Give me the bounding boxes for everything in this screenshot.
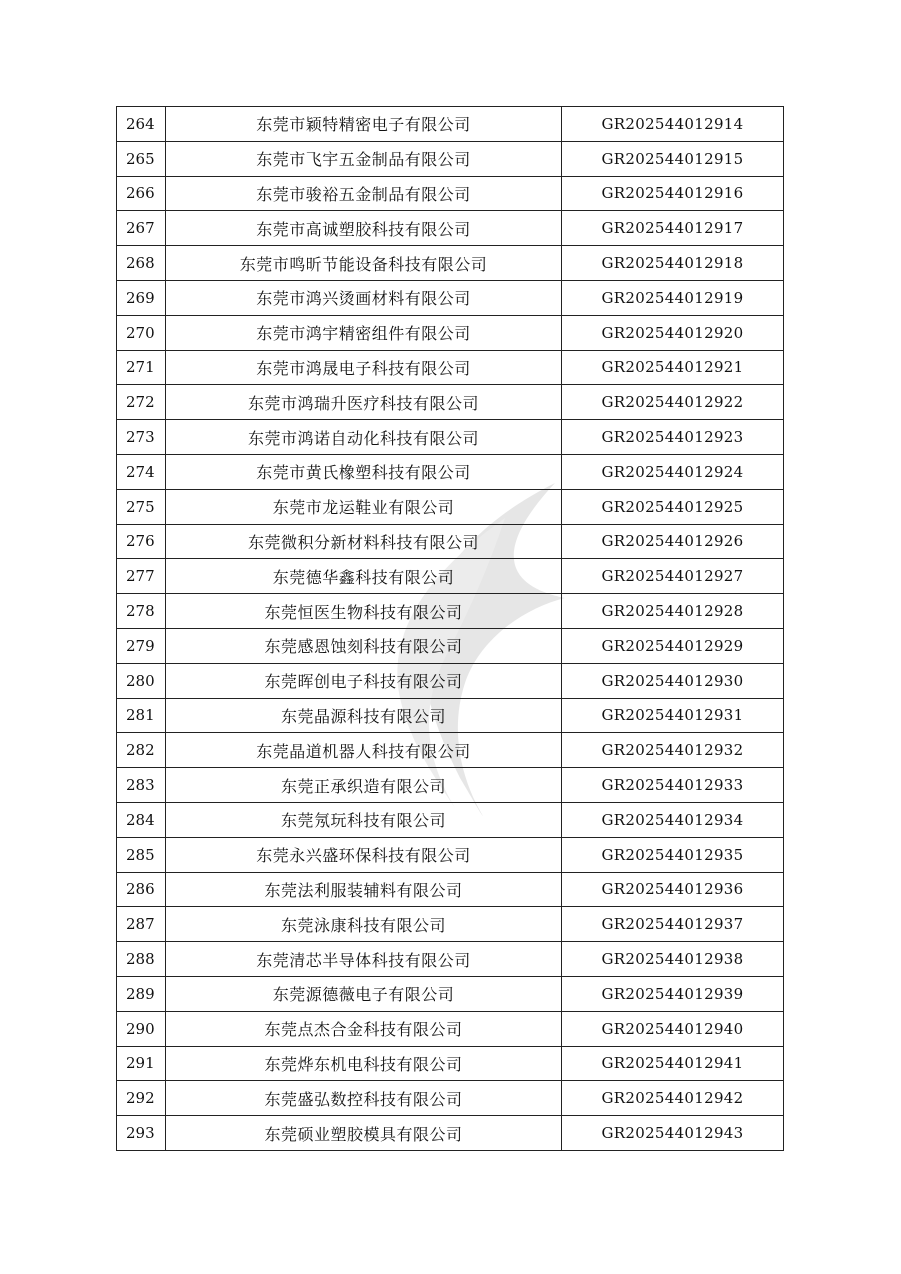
certificate-number-cell: GR202544012916 [562,176,784,211]
company-name-cell: 东莞氖玩科技有限公司 [166,802,562,837]
row-number-cell: 284 [117,802,166,837]
table-body [117,107,784,1151]
company-name-cell: 东莞市黄氏橡塑科技有限公司 [166,454,562,489]
table-row [117,872,784,907]
row-number-cell: 288 [117,942,166,977]
certificate-number-cell: GR202544012937 [562,907,784,942]
table-row [117,942,784,977]
table-row [117,733,784,768]
company-name-cell: 东莞盛弘数控科技有限公司 [166,1081,562,1116]
row-number-cell: 286 [117,872,166,907]
certificate-number-cell: GR202544012929 [562,628,784,663]
company-name-cell: 东莞烨东机电科技有限公司 [166,1046,562,1081]
company-name-cell: 东莞市骏裕五金制品有限公司 [166,176,562,211]
table-row [117,698,784,733]
certificate-number-cell: GR202544012921 [562,350,784,385]
row-number-cell: 279 [117,628,166,663]
table-row [117,1081,784,1116]
company-name-cell: 东莞市鸿晟电子科技有限公司 [166,350,562,385]
company-name-cell: 东莞德华鑫科技有限公司 [166,559,562,594]
company-name-cell: 东莞感恩蚀刻科技有限公司 [166,628,562,663]
table-row [117,837,784,872]
row-number-cell: 268 [117,246,166,281]
table-row [117,976,784,1011]
table-row [117,663,784,698]
company-name-cell: 东莞点杰合金科技有限公司 [166,1011,562,1046]
table-row [117,280,784,315]
table-row [117,176,784,211]
company-name-cell: 东莞法利服装辅料有限公司 [166,872,562,907]
certificate-number-cell: GR202544012936 [562,872,784,907]
certificate-number-cell: GR202544012914 [562,107,784,142]
row-number-cell: 275 [117,489,166,524]
table-row [117,524,784,559]
table-row [117,559,784,594]
table-row [117,420,784,455]
row-number-cell: 276 [117,524,166,559]
row-number-cell: 281 [117,698,166,733]
row-number-cell: 282 [117,733,166,768]
row-number-cell: 272 [117,385,166,420]
certificate-number-cell: GR202544012931 [562,698,784,733]
row-number-cell: 264 [117,107,166,142]
row-number-cell: 291 [117,1046,166,1081]
table-row [117,907,784,942]
table-row [117,1046,784,1081]
certificate-number-cell: GR202544012932 [562,733,784,768]
company-name-cell: 东莞市飞宇五金制品有限公司 [166,141,562,176]
row-number-cell: 277 [117,559,166,594]
certificate-number-cell: GR202544012935 [562,837,784,872]
company-name-cell: 东莞市龙运鞋业有限公司 [166,489,562,524]
row-number-cell: 287 [117,907,166,942]
certificate-number-cell: GR202544012923 [562,420,784,455]
table-row [117,107,784,142]
table-row [117,350,784,385]
row-number-cell: 271 [117,350,166,385]
certificate-number-cell: GR202544012930 [562,663,784,698]
table-row [117,594,784,629]
table-row [117,1116,784,1151]
certificate-number-cell: GR202544012934 [562,802,784,837]
company-name-cell: 东莞晶源科技有限公司 [166,698,562,733]
company-name-cell: 东莞晖创电子科技有限公司 [166,663,562,698]
row-number-cell: 289 [117,976,166,1011]
company-name-cell: 东莞清芯半导体科技有限公司 [166,942,562,977]
row-number-cell: 292 [117,1081,166,1116]
company-name-cell: 东莞市鸿兴烫画材料有限公司 [166,280,562,315]
table-row [117,768,784,803]
certificate-number-cell: GR202544012938 [562,942,784,977]
company-name-cell: 东莞市鸣昕节能设备科技有限公司 [166,246,562,281]
table-row [117,385,784,420]
row-number-cell: 293 [117,1116,166,1151]
certificate-number-cell: GR202544012915 [562,141,784,176]
table-row [117,246,784,281]
table-row [117,628,784,663]
certificate-number-cell: GR202544012928 [562,594,784,629]
row-number-cell: 283 [117,768,166,803]
table-row [117,315,784,350]
certificate-number-cell: GR202544012941 [562,1046,784,1081]
company-name-cell: 东莞永兴盛环保科技有限公司 [166,837,562,872]
certificate-number-cell: GR202544012924 [562,454,784,489]
row-number-cell: 266 [117,176,166,211]
certificate-number-cell: GR202544012940 [562,1011,784,1046]
row-number-cell: 278 [117,594,166,629]
certificate-number-cell: GR202544012927 [562,559,784,594]
company-name-cell: 东莞市颖特精密电子有限公司 [166,107,562,142]
certificate-number-cell: GR202544012925 [562,489,784,524]
row-number-cell: 290 [117,1011,166,1046]
company-name-cell: 东莞市高诚塑胶科技有限公司 [166,211,562,246]
table-row [117,211,784,246]
row-number-cell: 280 [117,663,166,698]
row-number-cell: 274 [117,454,166,489]
company-name-cell: 东莞恒医生物科技有限公司 [166,594,562,629]
row-number-cell: 269 [117,280,166,315]
row-number-cell: 270 [117,315,166,350]
table-row [117,1011,784,1046]
company-name-cell: 东莞泳康科技有限公司 [166,907,562,942]
table-row [117,141,784,176]
certificate-number-cell: GR202544012933 [562,768,784,803]
row-number-cell: 273 [117,420,166,455]
row-number-cell: 265 [117,141,166,176]
company-name-cell: 东莞市鸿诺自动化科技有限公司 [166,420,562,455]
certificate-number-cell: GR202544012918 [562,246,784,281]
certificate-number-cell: GR202544012917 [562,211,784,246]
certificate-number-cell: GR202544012922 [562,385,784,420]
company-name-cell: 东莞市鸿宇精密组件有限公司 [166,315,562,350]
row-number-cell: 267 [117,211,166,246]
company-name-cell: 东莞正承织造有限公司 [166,768,562,803]
company-name-cell: 东莞晶道机器人科技有限公司 [166,733,562,768]
table-row [117,489,784,524]
certificate-number-cell: GR202544012926 [562,524,784,559]
certificate-number-cell: GR202544012943 [562,1116,784,1151]
company-name-cell: 东莞源德薇电子有限公司 [166,976,562,1011]
company-table [116,106,784,1151]
certificate-number-cell: GR202544012920 [562,315,784,350]
table-row [117,802,784,837]
company-name-cell: 东莞硕业塑胶模具有限公司 [166,1116,562,1151]
certificate-number-cell: GR202544012939 [562,976,784,1011]
certificate-number-cell: GR202544012942 [562,1081,784,1116]
certificate-number-cell: GR202544012919 [562,280,784,315]
table-row [117,454,784,489]
company-name-cell: 东莞市鸿瑞升医疗科技有限公司 [166,385,562,420]
row-number-cell: 285 [117,837,166,872]
company-name-cell: 东莞微积分新材料科技有限公司 [166,524,562,559]
